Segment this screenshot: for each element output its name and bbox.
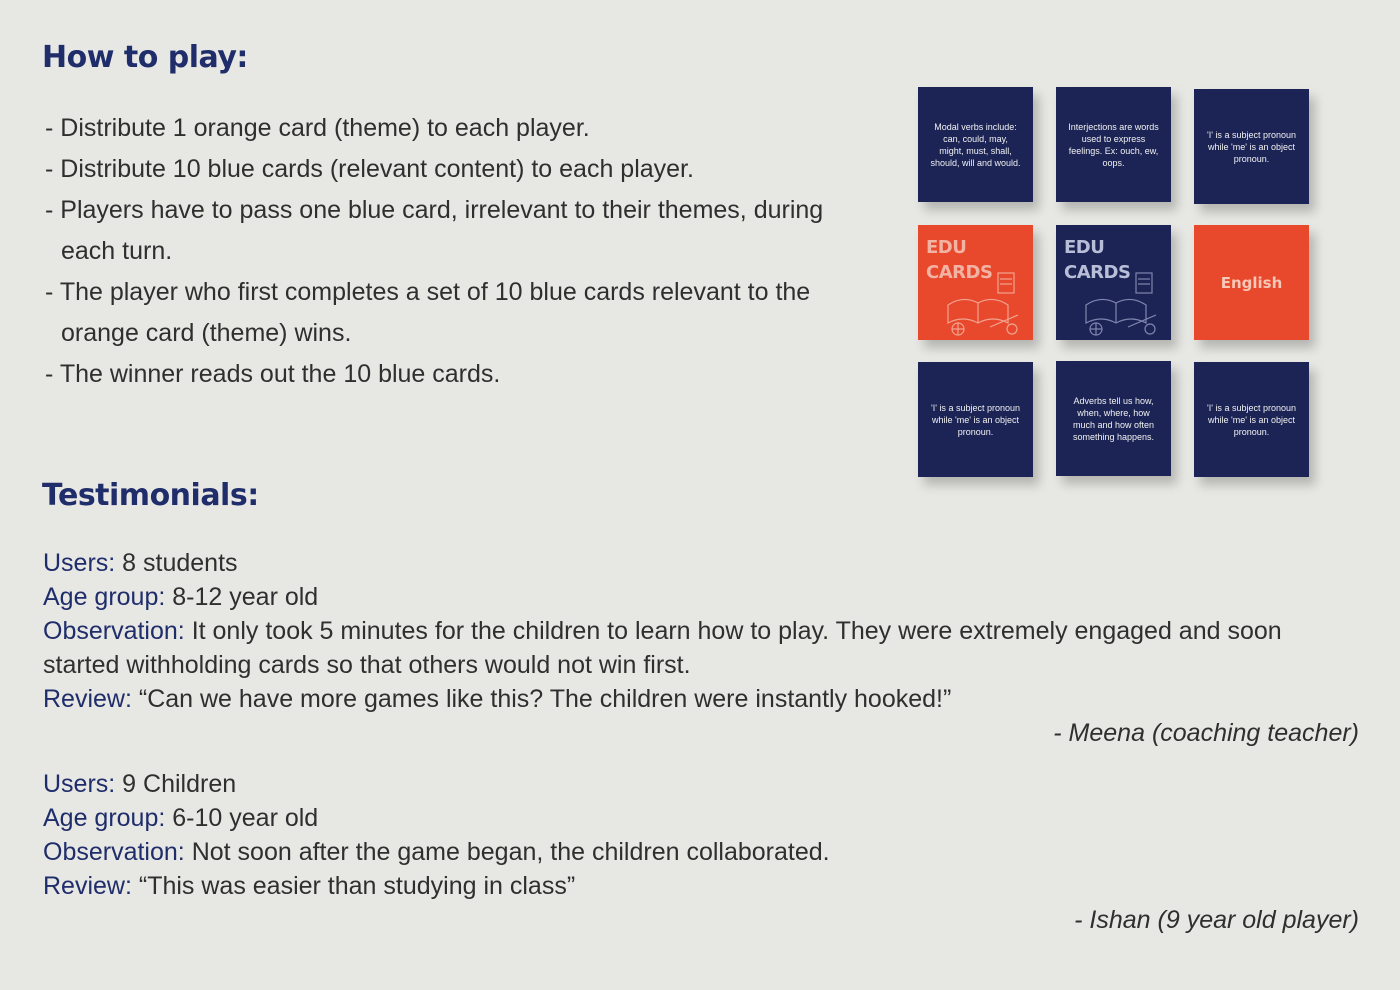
observation-label: Observation: (43, 617, 185, 645)
rule-item: - Distribute 10 blue cards (relevant content) to each player. (45, 155, 694, 183)
rule-item: - The player who first completes a set of 10 blue cards relevant to the orange card (theme) wins. (45, 278, 818, 347)
card-logo-line: CARDS (1064, 262, 1131, 283)
content-card (1194, 362, 1309, 477)
observation-value: Not soon after the game began, the children collaborated. (184, 838, 830, 866)
content-card (1056, 87, 1171, 202)
rule-item: - Distribute 1 orange card (theme) to each player. (45, 114, 590, 142)
card-text: Adverbs tell us how, when, where, how much and how often something happens. (1072, 395, 1155, 442)
edu-cards-logo-card (1056, 225, 1171, 340)
age-group-line (43, 580, 1359, 614)
age-group-value: 8-12 year old (165, 583, 319, 611)
review-author: - Ishan (9 year old player) (1074, 906, 1359, 934)
users-label: Users: (43, 770, 116, 798)
rule-item: - Players have to pass one blue card, irrelevant to their themes, during each turn. (45, 196, 831, 265)
card-grid (918, 87, 1310, 479)
card-logo-line: CARDS (926, 262, 993, 283)
card-theme-label: English (1220, 273, 1283, 292)
observation-line (43, 835, 1359, 869)
card-text: 'I' is a subject pronoun while 'me' is an object pronoun. (1207, 129, 1296, 164)
observation-label: Observation: (43, 838, 185, 866)
review-line (43, 869, 1359, 903)
observation-line (43, 614, 1359, 682)
age-group-label: Age group: (43, 804, 166, 832)
testimonials-heading: Testimonials: (42, 478, 259, 513)
school-doodle-icon (928, 265, 1028, 337)
school-doodle-icon (1066, 265, 1166, 337)
age-group-line (43, 801, 1359, 835)
card-text: 'I' is a subject pronoun while 'me' is an object pronoun. (931, 402, 1020, 437)
age-group-value: 6-10 year old (165, 804, 319, 832)
how-to-play-heading: How to play: (42, 40, 248, 75)
card-text: Interjections are words used to express feelings. Ex: ouch, ew, oops. (1068, 121, 1159, 168)
content-card (1056, 361, 1171, 476)
content-card (1194, 89, 1309, 204)
review-label: Review: (43, 685, 132, 713)
card-logo-line: EDU (926, 237, 967, 258)
card-text: 'I' is a subject pronoun while 'me' is an object pronoun. (1207, 402, 1296, 437)
users-value: 8 students (115, 549, 238, 577)
review-value: “This was easier than studying in class” (131, 872, 576, 900)
theme-card (1194, 225, 1309, 340)
age-group-label: Age group: (43, 583, 166, 611)
observation-value: It only took 5 minutes for the children to learn how to play. They were extremely engaged and soon started withholding cards so that others would not win first. (43, 617, 1282, 679)
testimonial-block (43, 767, 1359, 937)
users-label: Users: (43, 549, 116, 577)
review-label: Review: (43, 872, 132, 900)
users-line (43, 546, 1359, 580)
review-author: - Meena (coaching teacher) (1053, 719, 1359, 747)
testimonial-block (43, 546, 1359, 750)
review-line (43, 682, 1359, 716)
card-text: Modal verbs include: can, could, may, might, must, shall, should, will and would. (930, 121, 1021, 168)
review-value: “Can we have more games like this? The children were instantly hooked!” (131, 685, 952, 713)
edu-cards-logo-card (918, 225, 1033, 340)
content-card (918, 362, 1033, 477)
users-value: 9 Children (115, 770, 237, 798)
rule-item: - The winner reads out the 10 blue cards. (45, 360, 501, 388)
rules-list (45, 108, 875, 395)
card-logo-line: EDU (1064, 237, 1105, 258)
content-card (918, 87, 1033, 202)
users-line (43, 767, 1359, 801)
